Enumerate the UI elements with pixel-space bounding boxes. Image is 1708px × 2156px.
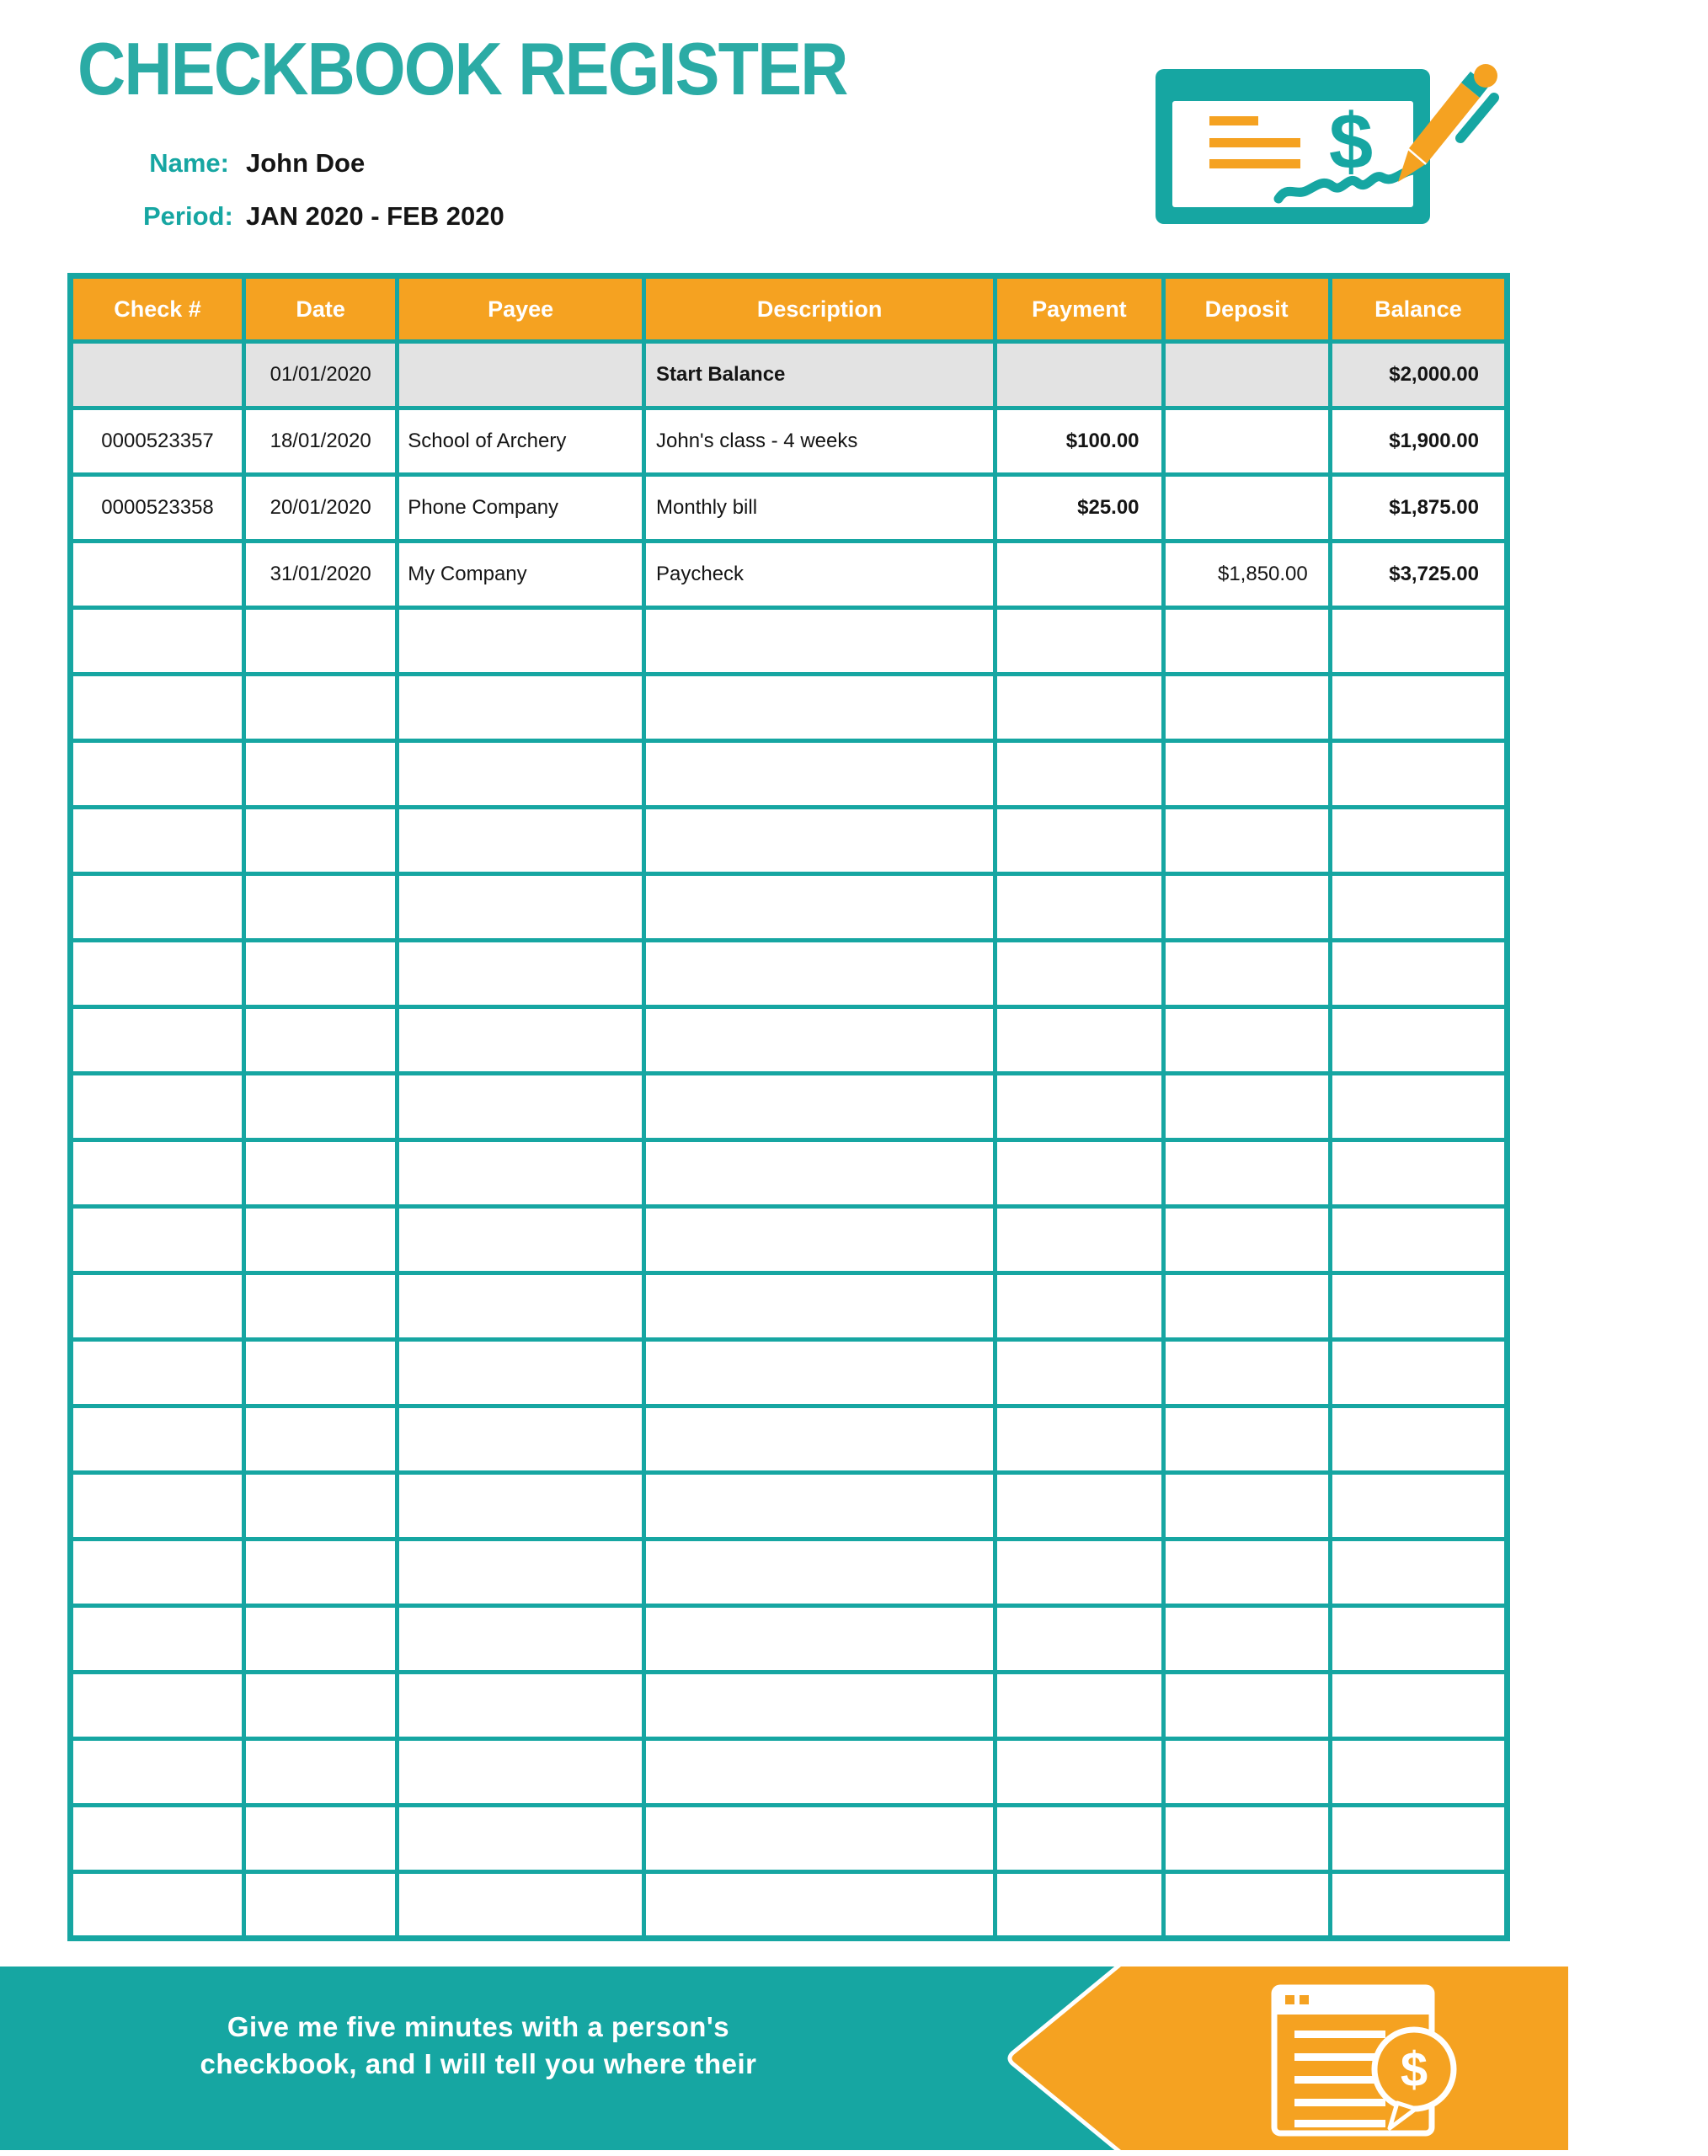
cell-payment (995, 1673, 1163, 1739)
cell-check (71, 1739, 244, 1806)
column-header-check: Check # (71, 276, 244, 342)
period-label: Period: (143, 201, 233, 231)
check-text-line (1209, 116, 1258, 125)
cell-deposit (1163, 874, 1330, 941)
document-line (1294, 2120, 1385, 2127)
column-header-date: Date (244, 276, 398, 342)
cell-description (644, 1540, 995, 1606)
table-row (71, 1673, 1508, 1739)
register-table (67, 273, 1510, 1941)
cell-deposit (1163, 1007, 1330, 1074)
cell-payee (398, 1606, 644, 1673)
column-header-deposit: Deposit (1163, 276, 1330, 342)
check-and-pen-icon (1156, 67, 1518, 229)
cell-check (71, 741, 244, 808)
cell-check (71, 1540, 244, 1606)
table-header-row (71, 276, 1508, 342)
cell-payment (995, 874, 1163, 941)
table-row (71, 1140, 1508, 1207)
name-label: Name: (149, 148, 229, 178)
cell-payment (995, 941, 1163, 1007)
cell-payment (995, 1473, 1163, 1540)
cell-payment (995, 808, 1163, 874)
cell-date (244, 675, 398, 741)
cell-payee (398, 1140, 644, 1207)
titlebar-dot (1300, 1995, 1309, 2004)
cell-deposit (1163, 1806, 1330, 1872)
table-row (71, 1872, 1508, 1939)
cell-payment: $100.00 (995, 408, 1163, 475)
cell-payee: School of Archery (398, 408, 644, 475)
cell-balance (1330, 1140, 1507, 1207)
table-row (71, 1739, 1508, 1806)
cell-payee (398, 874, 644, 941)
cell-description (644, 1473, 995, 1540)
cell-payment (995, 1540, 1163, 1606)
cell-description (644, 608, 995, 675)
titlebar-dot (1285, 1995, 1294, 2004)
cell-payment (995, 1273, 1163, 1340)
cell-deposit (1163, 1340, 1330, 1406)
cell-deposit (1163, 1140, 1330, 1207)
cell-balance (1330, 1207, 1507, 1273)
cell-date (244, 941, 398, 1007)
cell-payment (995, 1406, 1163, 1473)
table-row (71, 475, 1508, 542)
cell-balance: $1,900.00 (1330, 408, 1507, 475)
cell-balance (1330, 1872, 1507, 1939)
cell-payee (398, 1872, 644, 1939)
cell-check (71, 1473, 244, 1540)
cell-deposit (1163, 1540, 1330, 1606)
cell-payee (398, 808, 644, 874)
cell-deposit (1163, 1872, 1330, 1939)
cell-balance (1330, 1673, 1507, 1739)
cell-date (244, 1540, 398, 1606)
table-row (71, 1207, 1508, 1273)
cell-deposit (1163, 1207, 1330, 1273)
footer-banner (0, 1967, 1568, 2150)
cell-description (644, 1806, 995, 1872)
cell-check (71, 808, 244, 874)
period-row (143, 201, 504, 232)
cell-date (244, 1473, 398, 1540)
table-row (71, 675, 1508, 741)
cell-balance (1330, 1406, 1507, 1473)
cell-description (644, 808, 995, 874)
cell-description: Paycheck (644, 542, 995, 608)
cell-balance (1330, 1540, 1507, 1606)
cell-check (71, 874, 244, 941)
cell-description (644, 741, 995, 808)
cell-check: 0000523358 (71, 475, 244, 542)
cell-deposit (1163, 741, 1330, 808)
cell-date (244, 1872, 398, 1939)
cell-balance (1330, 675, 1507, 741)
cell-balance (1330, 1806, 1507, 1872)
page-title: CHECKBOOK REGISTER (77, 27, 847, 110)
cell-description (644, 1406, 995, 1473)
cell-deposit (1163, 475, 1330, 542)
cell-check (71, 1606, 244, 1673)
cell-balance (1330, 1074, 1507, 1140)
cell-check (71, 1806, 244, 1872)
cell-check (71, 1074, 244, 1140)
cell-payment (995, 675, 1163, 741)
cell-check (71, 1673, 244, 1739)
cell-deposit (1163, 342, 1330, 408)
cell-balance (1330, 1007, 1507, 1074)
cell-date (244, 1606, 398, 1673)
document-titlebar (1274, 1988, 1432, 2015)
cell-payment (995, 1207, 1163, 1273)
cell-description: John's class - 4 weeks (644, 408, 995, 475)
cell-payment (995, 741, 1163, 808)
table-row (71, 1273, 1508, 1340)
cell-description: Start Balance (644, 342, 995, 408)
cell-deposit (1163, 1406, 1330, 1473)
cell-balance: $1,875.00 (1330, 475, 1507, 542)
cell-payee (398, 1406, 644, 1473)
dollar-sign-icon: $ (1328, 97, 1374, 185)
name-value: John Doe (246, 148, 366, 178)
cell-payee (398, 1007, 644, 1074)
cell-date (244, 1273, 398, 1340)
column-header-balance: Balance (1330, 276, 1507, 342)
cell-description (644, 1739, 995, 1806)
column-header-payee: Payee (398, 276, 644, 342)
cell-date (244, 1140, 398, 1207)
table-row (71, 1074, 1508, 1140)
cell-date (244, 1007, 398, 1074)
cell-description (644, 1140, 995, 1207)
cell-payment (995, 542, 1163, 608)
table-row (71, 941, 1508, 1007)
cell-payment (995, 1074, 1163, 1140)
cell-description (644, 675, 995, 741)
cell-check (71, 1406, 244, 1473)
cell-payee: My Company (398, 542, 644, 608)
cell-date (244, 1340, 398, 1406)
cell-check (71, 342, 244, 408)
cell-balance (1330, 1739, 1507, 1806)
cell-description (644, 1273, 995, 1340)
cell-deposit (1163, 1074, 1330, 1140)
cell-check (71, 1007, 244, 1074)
cell-payee (398, 675, 644, 741)
cell-payee (398, 1207, 644, 1273)
cell-balance (1330, 941, 1507, 1007)
document-line (1294, 2053, 1385, 2061)
cell-payee (398, 1806, 644, 1872)
cell-balance (1330, 1473, 1507, 1540)
cell-deposit (1163, 1606, 1330, 1673)
cell-date (244, 1406, 398, 1473)
cell-balance (1330, 1606, 1507, 1673)
bubble-dollar-sign: $ (1400, 2042, 1428, 2097)
cell-payment (995, 1140, 1163, 1207)
document-line (1294, 2031, 1385, 2038)
cell-date (244, 1673, 398, 1739)
cell-date: 20/01/2020 (244, 475, 398, 542)
cell-payee (398, 608, 644, 675)
cell-check (71, 1273, 244, 1340)
cell-description (644, 1872, 995, 1939)
cell-deposit (1163, 1739, 1330, 1806)
cell-payee: Phone Company (398, 475, 644, 542)
table-row (71, 1007, 1508, 1074)
footer-quote (108, 2009, 849, 2083)
cell-deposit (1163, 1273, 1330, 1340)
cell-payee (398, 941, 644, 1007)
cell-payment: $25.00 (995, 475, 1163, 542)
table-row (71, 408, 1508, 475)
table-row (71, 808, 1508, 874)
cell-payee (398, 1473, 644, 1540)
cell-date (244, 741, 398, 808)
cell-description (644, 1074, 995, 1140)
table-row (71, 1340, 1508, 1406)
cell-description (644, 1606, 995, 1673)
cell-date: 18/01/2020 (244, 408, 398, 475)
cell-balance (1330, 808, 1507, 874)
cell-description (644, 1007, 995, 1074)
cell-description (644, 1207, 995, 1273)
cell-payee (398, 1340, 644, 1406)
cell-balance (1330, 1340, 1507, 1406)
pen-cap (1474, 64, 1497, 88)
cell-payee (398, 1739, 644, 1806)
document-line (1294, 2076, 1385, 2084)
cell-description (644, 1340, 995, 1406)
cell-check (71, 941, 244, 1007)
footer-art (995, 1967, 1568, 2150)
cell-check (71, 542, 244, 608)
cell-payment (995, 1606, 1163, 1673)
cell-check (71, 1207, 244, 1273)
name-row (143, 148, 365, 179)
cell-deposit: $1,850.00 (1163, 542, 1330, 608)
table-row (71, 874, 1508, 941)
table-row (71, 1473, 1508, 1540)
table-row (71, 342, 1508, 408)
cell-description (644, 874, 995, 941)
cell-description (644, 1673, 995, 1739)
cell-date (244, 1806, 398, 1872)
check-text-line (1209, 138, 1300, 147)
cell-deposit (1163, 941, 1330, 1007)
cell-deposit (1163, 1673, 1330, 1739)
table-row (71, 1606, 1508, 1673)
cell-date (244, 1207, 398, 1273)
cell-balance (1330, 1273, 1507, 1340)
table-row (71, 608, 1508, 675)
cell-check (71, 1340, 244, 1406)
footer-quote-line2: checkbook, and I will tell you where their (200, 2047, 757, 2079)
footer-quote-line1: Give me five minutes with a person's (227, 2011, 730, 2042)
cell-date: 01/01/2020 (244, 342, 398, 408)
cell-check: 0000523357 (71, 408, 244, 475)
cell-check (71, 1140, 244, 1207)
period-value: JAN 2020 - FEB 2020 (246, 201, 504, 231)
cell-check (71, 675, 244, 741)
cell-balance: $2,000.00 (1330, 342, 1507, 408)
cell-date: 31/01/2020 (244, 542, 398, 608)
cell-payment (995, 1340, 1163, 1406)
column-header-description: Description (644, 276, 995, 342)
cell-payment (995, 1872, 1163, 1939)
document-line (1294, 2099, 1385, 2106)
table-row (71, 741, 1508, 808)
cell-payment (995, 1806, 1163, 1872)
cell-check (71, 608, 244, 675)
cell-payment (995, 342, 1163, 408)
cell-payee (398, 1074, 644, 1140)
cell-date (244, 608, 398, 675)
cell-balance (1330, 874, 1507, 941)
cell-balance (1330, 741, 1507, 808)
cell-payee (398, 741, 644, 808)
table-row (71, 1806, 1508, 1872)
cell-check (71, 1872, 244, 1939)
cell-description: Monthly bill (644, 475, 995, 542)
cell-payee (398, 1540, 644, 1606)
cell-deposit (1163, 808, 1330, 874)
table-row (71, 1406, 1508, 1473)
cell-balance (1330, 608, 1507, 675)
table-row (71, 542, 1508, 608)
cell-date (244, 1739, 398, 1806)
cell-description (644, 941, 995, 1007)
cell-deposit (1163, 608, 1330, 675)
cell-date (244, 874, 398, 941)
cell-date (244, 1074, 398, 1140)
cell-payee (398, 1673, 644, 1739)
cell-payee (398, 1273, 644, 1340)
cell-payee (398, 342, 644, 408)
cell-payment (995, 1007, 1163, 1074)
table-row (71, 1540, 1508, 1606)
cell-deposit (1163, 408, 1330, 475)
cell-date (244, 808, 398, 874)
cell-balance: $3,725.00 (1330, 542, 1507, 608)
column-header-payment: Payment (995, 276, 1163, 342)
cell-deposit (1163, 675, 1330, 741)
cell-deposit (1163, 1473, 1330, 1540)
check-text-line (1209, 159, 1300, 168)
cell-payment (995, 1739, 1163, 1806)
cell-payment (995, 608, 1163, 675)
